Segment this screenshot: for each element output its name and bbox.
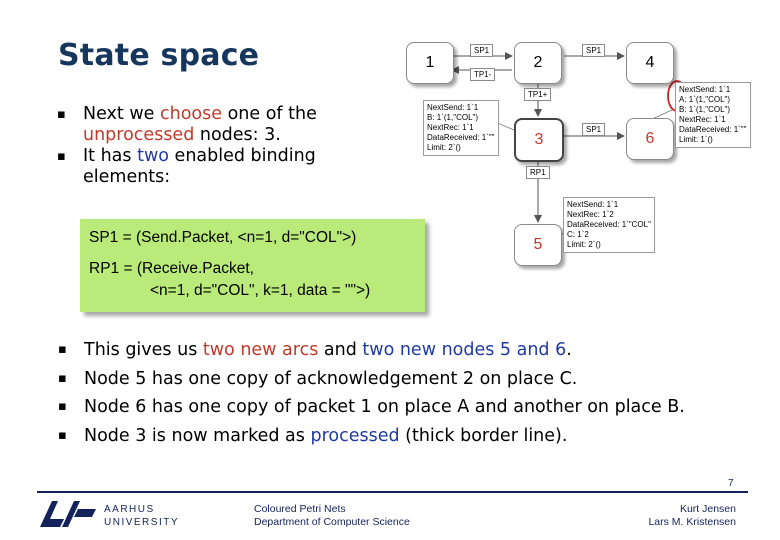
bullet-square-icon: ▪ [57, 107, 66, 122]
authors [648, 503, 736, 529]
arc-label-sp1: SP1 [582, 123, 605, 136]
bullet-square-icon: ▪ [57, 149, 66, 164]
author-2: Lars M. Kristensen [648, 516, 736, 528]
university-name [104, 503, 179, 529]
binding-sp1: SP1 = (Send.Packet, <n=1, d="COL">) [89, 229, 357, 246]
bullet-square-icon: ▪ [58, 427, 67, 443]
highlight-processed: processed [310, 425, 400, 446]
binding-rp1-line1: RP1 = (Receive.Packet, [89, 260, 254, 277]
bullet-node-3 [58, 422, 778, 451]
bullet-text: . [566, 340, 572, 360]
highlight-choose: choose [159, 104, 222, 124]
arc-label-sp1: SP1 [470, 44, 493, 57]
footer-divider [37, 491, 748, 493]
marking-node-6: NextSend: 1`1 A: 1`(1,"COL") B: 1`(1,"COL") NextRec: 1`1 DataReceived: 1`"" Limit: 1`() [675, 82, 751, 148]
marking-node-3: NextSend: 1`1 B: 1`(1,"COL") NextRec: 1`1 DataReceived: 1`"" Limit: 2`() [423, 100, 499, 156]
binding-rp1-line2: <n=1, d="COL", k=1, data = "">) [150, 282, 371, 299]
slide-title: State space [58, 38, 260, 73]
bullet-text: elements: [83, 167, 171, 187]
course-title: Coloured Petri Nets [254, 503, 346, 515]
state-node-4: 4 [626, 42, 674, 84]
bullet-text: Node 5 has one copy of acknowledgement 2 on place C. [84, 368, 578, 389]
aarhus-university-logo-icon [38, 499, 100, 529]
bullet-text: Node 6 has one copy of packet 1 on place A and another on place B. [84, 397, 685, 417]
bullet-new-arcs [58, 336, 778, 365]
bullet-square-icon: ▪ [58, 399, 67, 414]
binding-elements-box [80, 219, 425, 312]
bullet-square-icon: ▪ [58, 342, 67, 357]
bottom-bullet-list [58, 336, 778, 450]
arc-label-tp1-minus: TP1- [470, 68, 495, 81]
university-line1: AARHUS [104, 504, 155, 515]
bullet-node-6 [58, 393, 778, 422]
bullet-text: enabled binding [168, 146, 316, 166]
arc-label-rp1: RP1 [526, 166, 550, 179]
bullet-text: It has [83, 146, 138, 166]
bullet-text: nodes: 3. [194, 125, 281, 145]
highlight-new-arcs: two new arcs [202, 340, 319, 360]
state-node-1: 1 [406, 42, 454, 84]
university-line2: UNIVERSITY [104, 517, 180, 528]
state-node-6: 6 [626, 118, 674, 160]
state-node-3: 3 [514, 118, 564, 162]
state-node-5: 5 [514, 224, 562, 266]
bullet-text: one of the [222, 104, 317, 124]
bullet-square-icon: ▪ [58, 370, 67, 386]
highlight-two: two [137, 146, 169, 166]
department: Department of Computer Science [254, 516, 410, 528]
highlight-new-nodes: two new nodes 5 and 6 [362, 340, 567, 360]
bullet-text: Node 3 is now marked as [84, 425, 311, 446]
marking-node-5: NextSend: 1`1 NextRec: 1`2 DataReceived: 1`"COL" C: 1`2 Limit: 2`() [563, 197, 655, 253]
highlight-unprocessed: unprocessed [83, 125, 195, 145]
state-node-2: 2 [514, 42, 562, 84]
bullet-text: This gives us [84, 340, 203, 360]
bullet-text: (thick border line). [399, 425, 568, 446]
page-number: 7 [728, 478, 734, 489]
author-1: Kurt Jensen [679, 503, 736, 515]
bullet-text: and [318, 340, 363, 360]
bullet-text: Next we [83, 104, 160, 124]
course-info [254, 503, 410, 529]
arc-label-sp1: SP1 [582, 44, 605, 57]
bullet-node-5 [58, 365, 778, 394]
arc-label-tp1-plus: TP1+ [524, 88, 551, 101]
